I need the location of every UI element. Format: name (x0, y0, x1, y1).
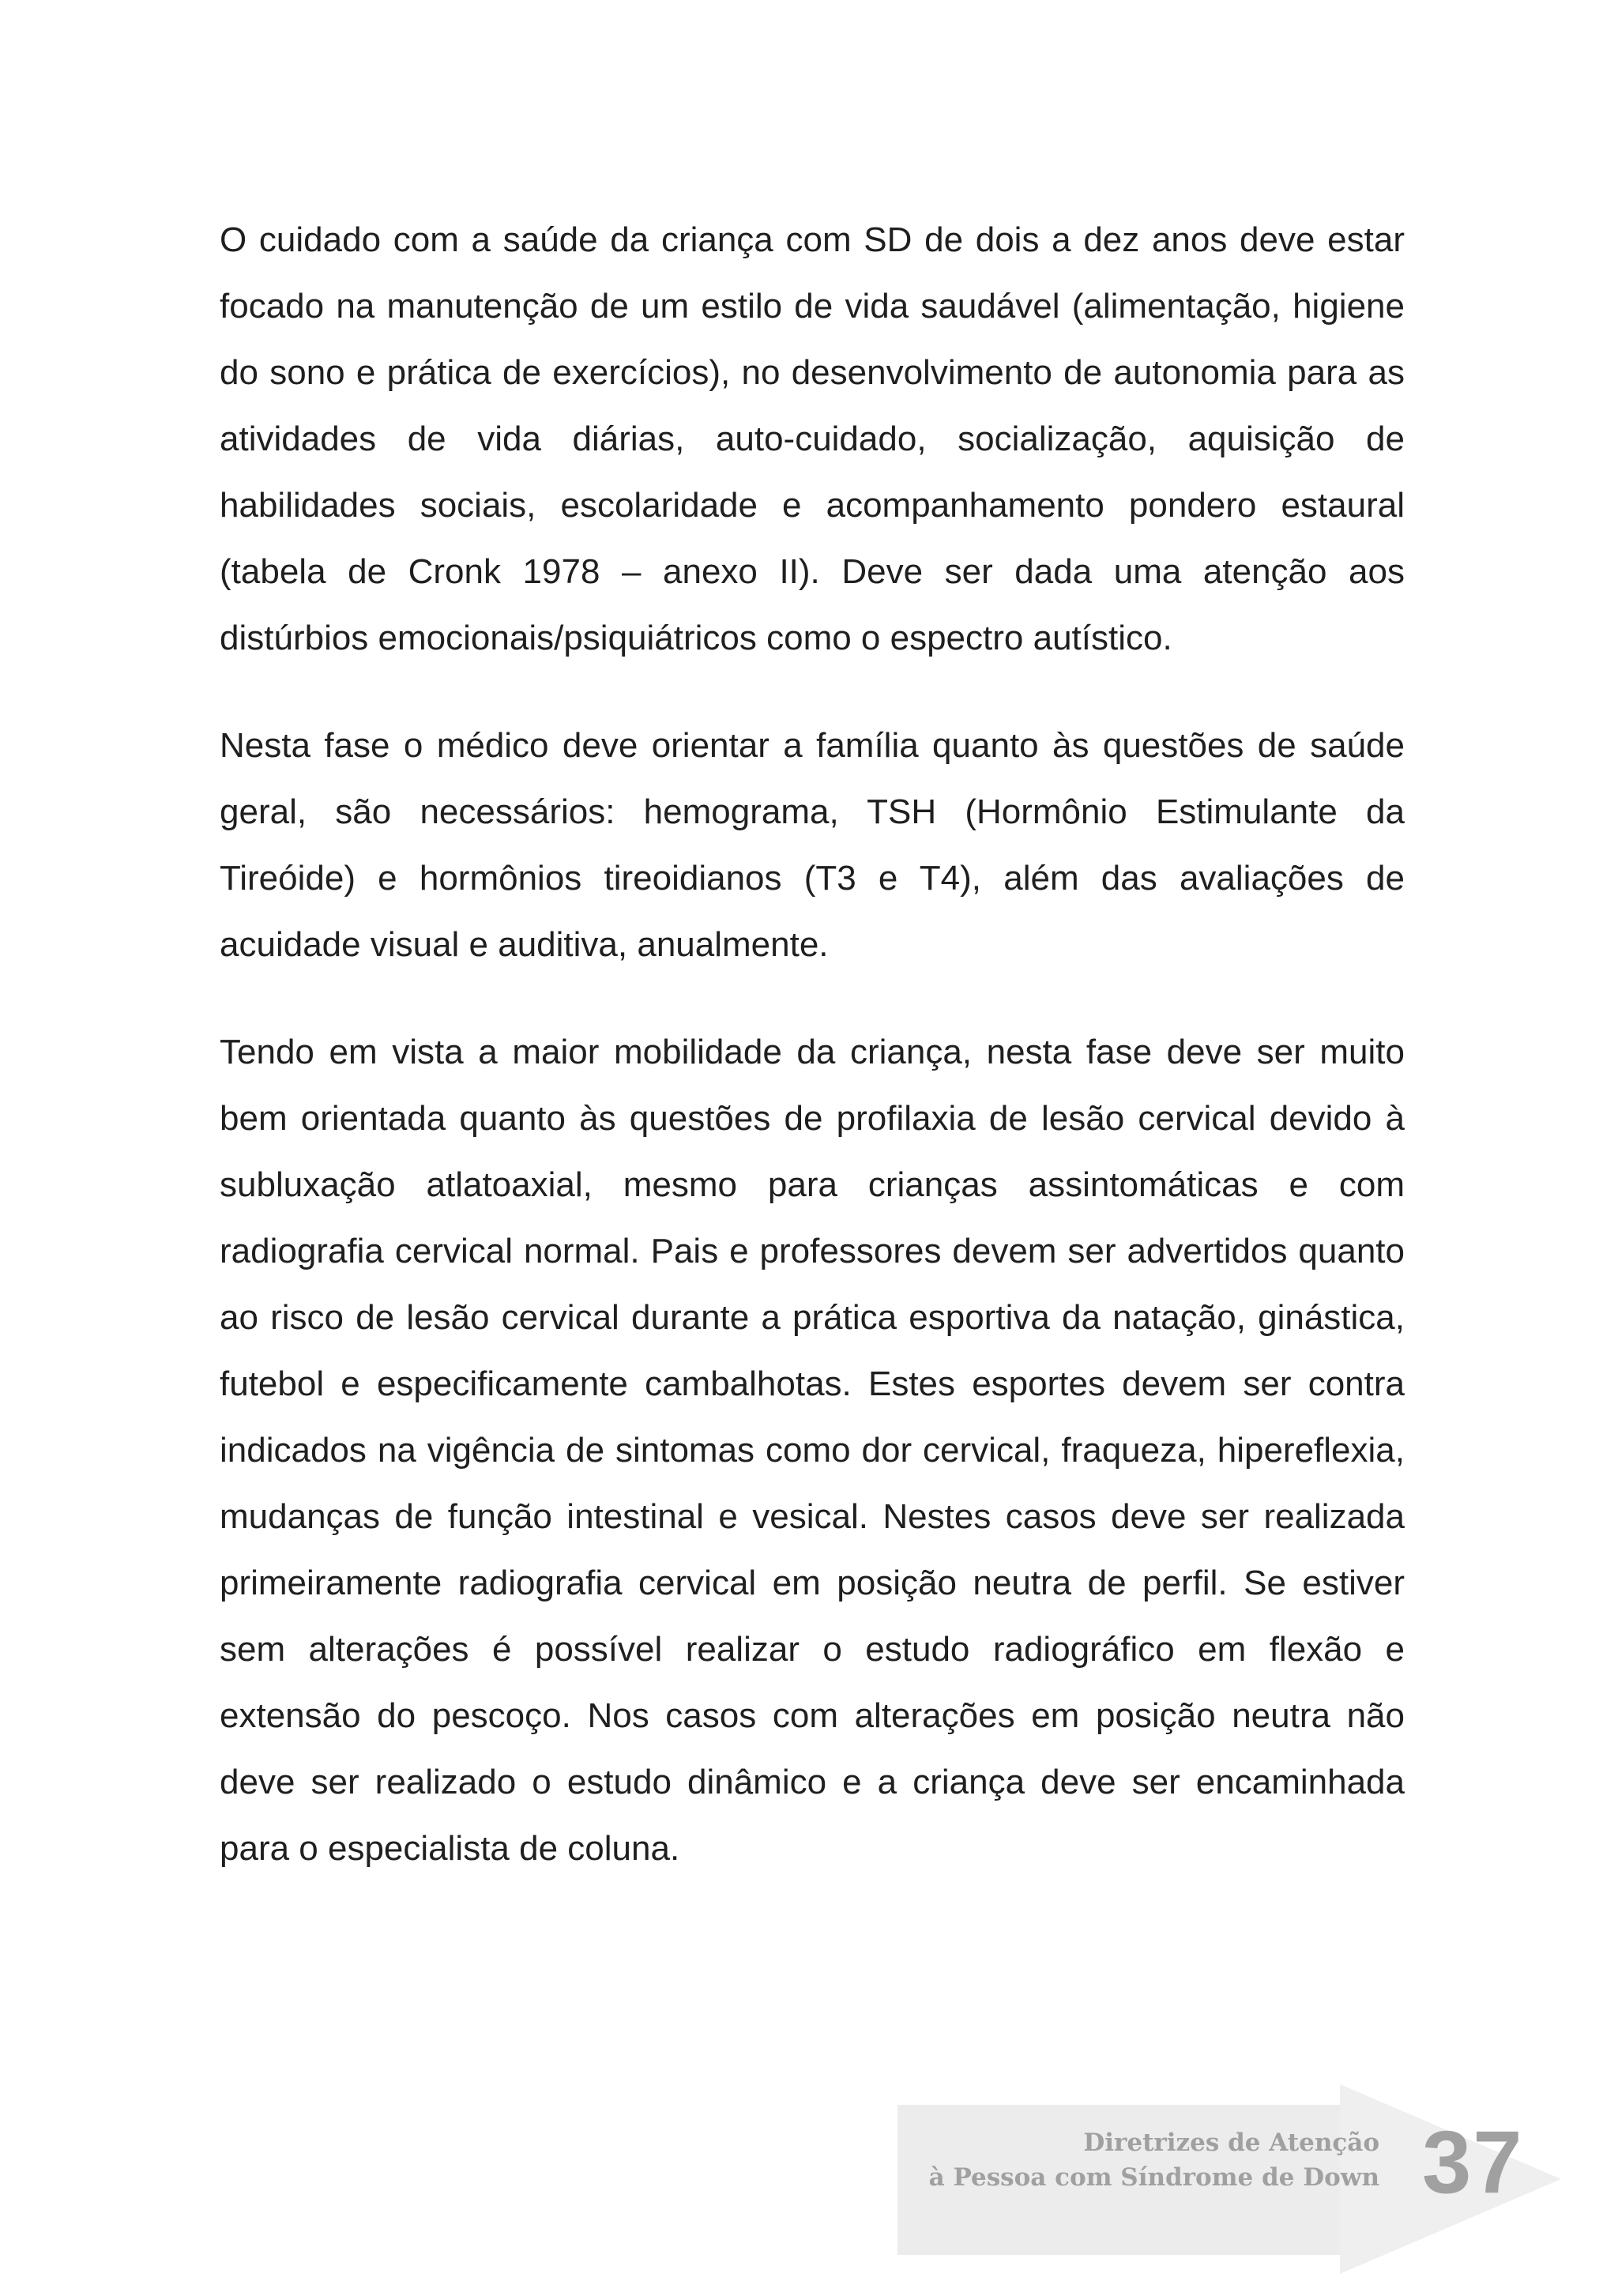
page-number: 37 (1422, 2113, 1524, 2211)
page-body (220, 207, 1405, 1923)
paragraph-care-two-to-ten: O cuidado com a saúde da criança com SD de dois a dez anos deve estar focado na manutenção de um estilo de vida saudável (alimentação, higiene do sono e prática de exercícios), no desenvolvimento de autonomia para as atividades de vida diárias, auto-cuidado, socialização, aquisição de habilidades sociais, escolaridade e acompanhamento pondero estaural (tabela de Cronk 1978 – anexo II). Deve ser dada uma atenção aos distúrbios emocionais/psiquiátricos como o espectro autístico. (220, 220, 1405, 657)
footer-book-title (929, 2125, 1379, 2195)
footer-title-line-2: à Pessoa com Síndrome de Down (928, 2163, 1379, 2192)
paragraph-general-health: Nesta fase o médico deve orientar a família quanto às questões de saúde geral, são necessários: hemograma, TSH (Hormônio Estimulante da Tireóide) e hormônios tireoidianos (T3 e T4), além das avaliações de acuidade visual e auditiva, anualmente. (220, 726, 1405, 964)
paragraph-cervical-lesion: Tendo em vista a maior mobilidade da criança, nesta fase deve ser muito bem orientada quanto às questões de profilaxia de lesão cervical devido à subluxação atlatoaxial, mesmo para crianças assintomáticas e com radiografia cervical normal. Pais e professores devem ser advertidos quanto ao risco de lesão cervical durante a prática esportiva da natação, ginástica, futebol e especificamente cambalhotas. Estes esportes devem ser contra indicados na vigência de sintomas como dor cervical, fraqueza, hipereflexia, mudanças de função intestinal e vesical. Nestes casos deve ser realizada primeiramente radiografia cervical em posição neutra de perfil. Se estiver sem alterações é possível realizar o estudo radiográfico em flexão e extensão do pescoço. Nos casos com alterações em posição neutra não deve ser realizado o estudo dinâmico e a criança deve ser encaminhada para o especialista de coluna. (220, 1033, 1405, 1868)
footer-title-line-1: Diretrizes de Atenção (1083, 2129, 1379, 2157)
